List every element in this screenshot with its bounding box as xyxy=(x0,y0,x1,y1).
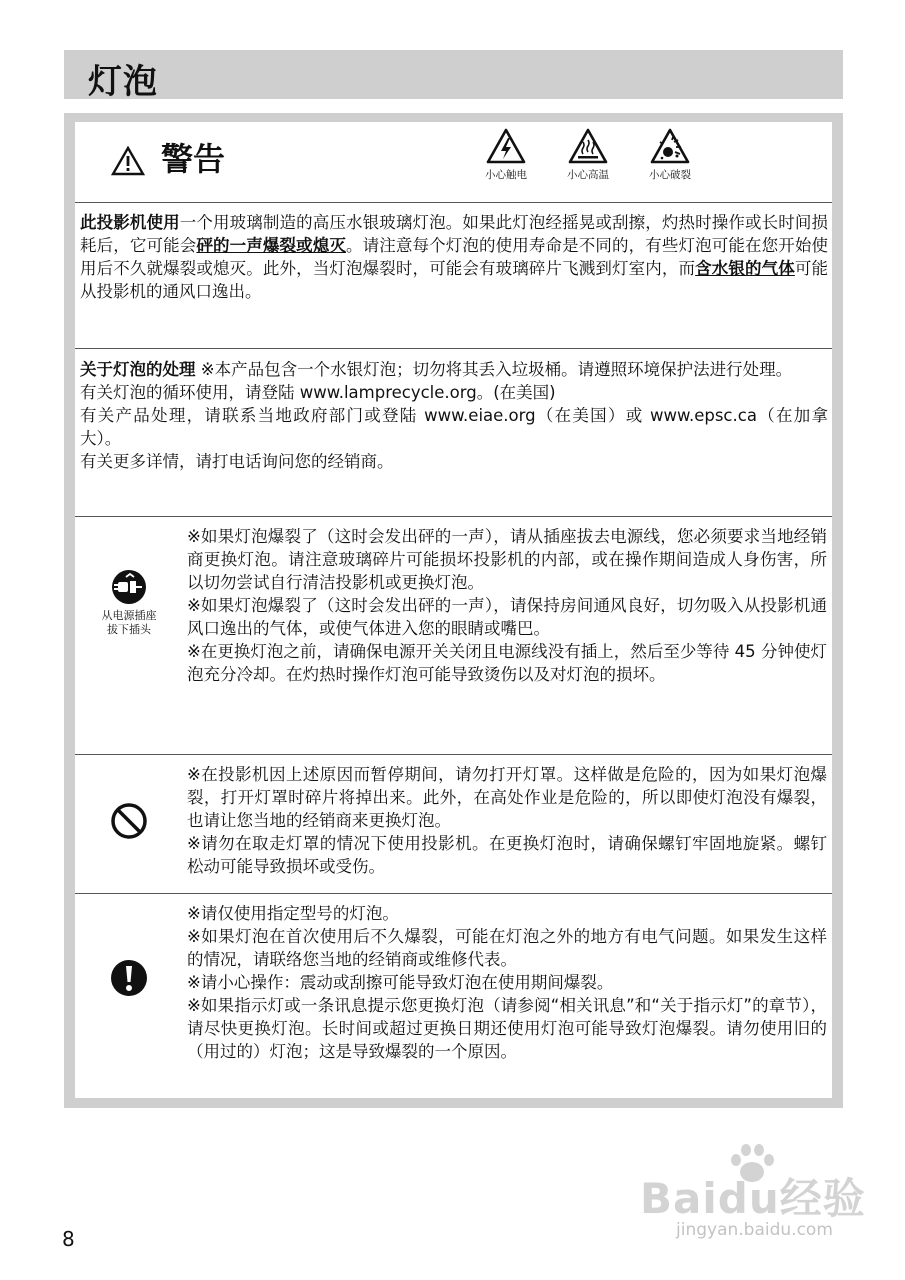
watermark-logo: Baidu经验 xyxy=(640,1174,866,1223)
caution-item: ※请小心操作：震动或刮擦可能导致灯泡在使用期间爆裂。 xyxy=(187,973,614,992)
hazard-explosion xyxy=(639,128,701,182)
lamp-disposal-paragraph xyxy=(75,349,832,517)
dealer-line: 有关更多详情，请打电话询问您的经销商。 xyxy=(80,452,394,471)
page-title: 灯泡 xyxy=(88,62,158,102)
body-text: 可能从投影机的通风口逸出。 xyxy=(80,259,828,301)
explosion-icon xyxy=(650,128,690,164)
lamp-disposal-text xyxy=(80,358,828,473)
prohibited-section xyxy=(75,755,832,894)
hot-surface-icon xyxy=(568,128,608,164)
caution-item: ※在投影机因上述原因而暂停期间，请勿打开灯罩。这样做是危险的，因为如果灯泡爆裂，打开灯罩时碎片将掉出来。此外，在高处作业是危险的，所以即使灯泡没有爆裂，也请让您当地的经销商来更换灯泡。 xyxy=(187,765,827,830)
caution-item: ※请仅使用指定型号的灯泡。 xyxy=(187,904,399,923)
emphasis-text: 含水银的气体 xyxy=(695,259,795,278)
warning-triangle-icon xyxy=(111,146,145,176)
watermark xyxy=(640,1140,880,1250)
unplug-section xyxy=(75,517,832,755)
hazard-caption: 小心高温 xyxy=(567,169,609,181)
prohibited-text xyxy=(187,763,827,878)
mandatory-icon xyxy=(109,958,149,998)
product-disposal-line: 有关产品处理，请联系当地政府部门或登陆 www.eiae.org（在美国）或 www.epsc.ca（在加拿大）。 xyxy=(80,406,828,448)
body-text: 一个用玻璃制造的高压水银玻璃灯泡。如果此灯泡经摇晃或刮擦，灼热时操作或长时间损耗后，它可能会 xyxy=(80,213,828,255)
unplug-text xyxy=(187,525,827,686)
hazard-hot-surface xyxy=(557,128,619,182)
unplug-caption-line2: 拔下插头 xyxy=(107,623,151,636)
disposal-line xyxy=(80,358,828,381)
warning-panel xyxy=(75,122,832,1098)
lead-text: 关于灯泡的处理 xyxy=(80,360,196,379)
caution-item: ※如果灯泡爆裂了（这时会发出砰的一声），请保持房间通风良好，切勿吸入从投影机通风口逸出的气体，或使气体进入您的眼睛或嘴巴。 xyxy=(187,596,827,638)
body-text: ※本产品包含一个水银灯泡；切勿将其丢入垃圾桶。请遵照环境保护法进行处理。 xyxy=(195,360,793,379)
electric-shock-icon xyxy=(486,128,526,164)
caution-item: ※如果指示灯或一条讯息提示您更换灯泡（请参阅“相关讯息”和“关于指示灯”的章节），请尽快更换灯泡。长时间或超过更换日期还使用灯泡可能导致灯泡爆裂。请勿使用旧的（用过的）灯泡；这是导致爆裂的一个原因。 xyxy=(187,996,827,1061)
watermark-url: jingyan.baidu.com xyxy=(676,1220,833,1240)
hazard-electric-shock xyxy=(475,128,537,182)
page-number: 8 xyxy=(62,1227,75,1251)
lead-text: 此投影机使用 xyxy=(80,213,180,232)
section-title-bar xyxy=(64,50,843,102)
caution-item: ※在更换灯泡之前，请确保电源开关关闭且电源线没有插上，然后至少等待 45 分钟使灯泡充分冷却。在灼热时操作灯泡可能导致烫伤以及对灯泡的损坏。 xyxy=(187,642,827,684)
caution-item: ※如果灯泡爆裂了（这时会发出砰的一声），请从插座拔去电源线，您必须要求当地经销商更换灯泡。请注意玻璃碎片可能损坏投影机的内部，或在操作期间造成人身伤害，所以切勿尝试自行清洁投影机或更换灯泡。 xyxy=(187,527,827,592)
mandatory-text xyxy=(187,902,827,1063)
hazard-caption: 小心触电 xyxy=(485,169,527,181)
lamp-warning-text xyxy=(80,211,828,303)
body-text: 。请注意每个灯泡的使用寿命是不同的，有些灯泡可能在您开始使用后不久就爆裂或熄灭。此外，当灯泡爆裂时，可能会有玻璃碎片飞溅到灯室内，而 xyxy=(80,236,828,278)
unplug-caption-line1: 从电源插座 xyxy=(101,609,157,622)
mandatory-section xyxy=(75,894,832,1098)
warning-label: 警告 xyxy=(161,140,226,178)
prohibited-icon xyxy=(109,801,149,841)
recycle-line: 有关灯泡的循环使用，请登陆 www.lamprecycle.org。(在美国) xyxy=(80,383,556,402)
mandatory-figure xyxy=(75,958,183,998)
unplug-icon xyxy=(111,569,147,605)
lamp-warning-paragraph xyxy=(75,203,832,349)
hazard-caption: 小心破裂 xyxy=(649,169,691,181)
warning-header xyxy=(75,122,832,203)
warning-frame xyxy=(64,113,843,1108)
caution-item: ※请勿在取走灯罩的情况下使用投影机。在更换灯泡时，请确保螺钉牢固地旋紧。螺钉松动可能导致损坏或受伤。 xyxy=(187,834,827,876)
prohibited-figure xyxy=(75,801,183,841)
emphasis-text: 砰的一声爆裂或熄灭 xyxy=(196,236,346,255)
unplug-figure xyxy=(75,569,183,637)
caution-item: ※如果灯泡在首次使用后不久爆裂，可能在灯泡之外的地方有电气问题。如果发生这样的情况，请联络您当地的经销商或维修代表。 xyxy=(187,927,827,969)
